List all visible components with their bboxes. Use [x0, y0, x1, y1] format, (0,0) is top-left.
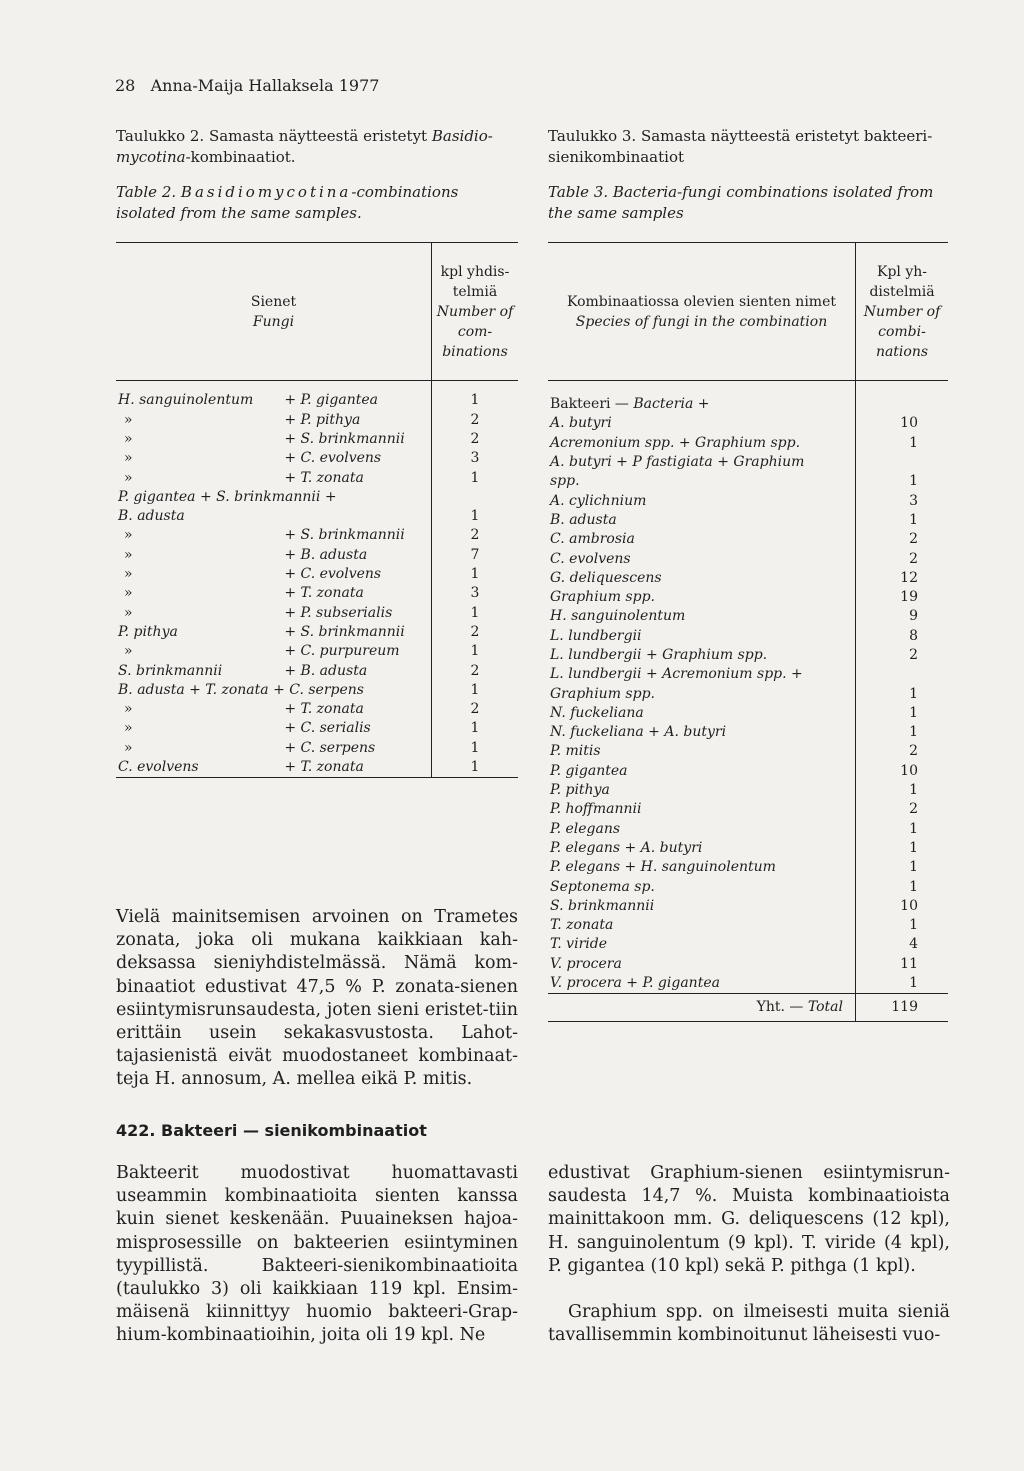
table3-cell-count: 10	[856, 897, 949, 916]
table2-row	[116, 526, 518, 545]
table3-row	[548, 684, 948, 703]
table3-row	[548, 607, 948, 626]
table2-cell-count: 1	[432, 565, 519, 584]
table2-cell-count: 1	[432, 758, 519, 778]
table3-cell-count: 8	[856, 627, 949, 646]
table2-cell-fungus-a: B. adusta	[118, 508, 185, 525]
table2-cell-fungus-a: H. sanguinolentum	[118, 392, 254, 409]
table3-row	[548, 877, 948, 896]
table3-cell-species: P. mitis	[550, 743, 601, 760]
table2-cell-fungus-a: C. evolvens	[118, 758, 199, 775]
table2-cell-fungus-b: + T. zonata	[284, 701, 364, 718]
table3-row	[548, 665, 948, 684]
table3-cell-species: L. lundbergii + Acremonium spp. +	[550, 666, 803, 683]
table2-row	[116, 603, 518, 622]
table2-cell-fungus-b: + B. adusta	[284, 662, 368, 679]
table3-cell-species: T. viride	[550, 936, 607, 953]
table2-caption-en: Table 2. Basidiomycotina-combinations isolated from the same samples.	[116, 183, 459, 222]
table3-cell-count: 1	[856, 839, 949, 858]
table3-row	[548, 723, 948, 742]
table2-row	[116, 642, 518, 661]
table2-cell-fungus-b: + T. zonata	[284, 758, 364, 775]
table3-row	[548, 704, 948, 723]
table3-row	[548, 627, 948, 646]
table3-row	[548, 742, 948, 761]
table2-row	[116, 719, 518, 738]
table2-cell-fungus-a: »	[124, 430, 133, 447]
table2-cell-fungus-b: + C. serpens	[284, 739, 376, 756]
table2-cell-count: 1	[432, 507, 519, 526]
table2	[116, 242, 518, 778]
table3-cell-species: S. brinkmannii	[550, 897, 655, 914]
table2-cell-fungus-b: + C. evolvens	[284, 566, 382, 583]
table2-row	[116, 758, 518, 778]
table3-cell-species: A. butyri + P fastigiata + Graphium	[550, 454, 805, 471]
table2-row	[116, 449, 518, 468]
table3-row	[548, 781, 948, 800]
table3-row	[548, 858, 948, 877]
table3-row	[548, 549, 948, 568]
table3-cell-count: 1	[856, 820, 949, 839]
table2-row	[116, 661, 518, 680]
table3-cell-species: T. zonata	[550, 917, 614, 934]
table3-cell-species: A. butyri	[550, 415, 612, 432]
table3-cell-species: Graphium spp.	[550, 589, 655, 606]
table3-cell-count: 1	[856, 704, 949, 723]
table2-cell-fungus-b: + C. serialis	[284, 720, 371, 737]
table2-row	[116, 623, 518, 642]
table3-cell-species: P. elegans + H. sanguinolentum	[550, 859, 776, 876]
table2-row	[116, 546, 518, 565]
table2-cell-fungus-a: »	[124, 701, 133, 718]
table3-cell-count: 2	[856, 742, 949, 761]
table2-cell-count: 1	[432, 381, 519, 411]
table2-row	[116, 584, 518, 603]
table3-cell-count: 1	[856, 511, 949, 530]
running-header	[115, 76, 379, 95]
table3-cell-species: Acremonium spp. + Graphium spp.	[550, 434, 801, 451]
table3-total-value: 119	[856, 994, 949, 1022]
table3-cell-species: L. lundbergii + Graphium spp.	[550, 647, 768, 663]
table2-cell-fungus-b: + B. adusta	[284, 546, 368, 563]
table2-row	[116, 507, 518, 526]
table3-row	[548, 491, 948, 510]
table3-cell-count: 2	[856, 800, 949, 819]
table3-cell-count: 3	[856, 491, 949, 510]
section-title: 422. Bakteeri — sienikombinaatiot	[116, 1121, 427, 1140]
table2-row	[116, 468, 518, 487]
table2-cell-fungus-a: S. brinkmannii	[118, 662, 223, 679]
table3-row	[548, 530, 948, 549]
table2-cell-fungus-b: + S. brinkmannii	[284, 430, 405, 447]
table2-cell-fungus-b: + S. brinkmannii	[284, 623, 405, 640]
table3-cell-count: 12	[856, 569, 949, 588]
body-right-paragraph: edustivat Graphium-sienen esiintymisrun-saudesta 14,7 %. Muista kombinaatioista mainittakoon mm. G. deliquescens (12 kpl), H. sanguinolentum (9 kpl). T. viride (4 kpl), P. gigantea (10 kpl) sekä P. pithga (1 kpl).	[548, 1163, 950, 1276]
table2-cell-fungus-b: + C. purpureum	[284, 643, 400, 660]
body-right-paragraph-2: Graphium spp. on ilmeisesti muita sieniä tavallisemmin kombinoitunut läheisesti vuo-	[548, 1302, 950, 1346]
body-left-paragraph-1: Vielä mainitsemisen arvoinen on Trametes zonata, joka oli mukana kaikkiaan kah-deksassa sieniyhdistelmässä. Nämä kom-binaatiot edustivat 47,5 % P. zonata-sienen esiintymisrunsaudesta, joten sieni eristet-tiin erittäin usein sekakasvustosta. Lahot-tajasienistä eivät muodostaneet kombinaat-teja H. annosum, A. mellea eikä P. mitis.	[116, 907, 518, 1090]
table3-col1-header: Kombinaatiossa olevien sienten nimet Species of fungi in the combination	[548, 243, 856, 381]
table3-cell-species: V. procera + P. gigantea	[550, 975, 720, 992]
table2-cell-count: 1	[432, 739, 519, 758]
table2-cell-count: 1	[432, 681, 519, 700]
table3-cell-species: P. elegans	[550, 820, 621, 837]
table3-cell-count: 4	[856, 935, 949, 954]
table3-cell-species: H. sanguinolentum	[550, 608, 686, 625]
table2-col2-header: kpl yhdis-telmiä Number of com-binations	[432, 243, 519, 381]
table3-cell-species: V. procera	[550, 955, 622, 972]
table2-cell-fungus-a: »	[124, 566, 133, 583]
table3-cell-count: 1	[856, 916, 949, 935]
table2-cell-fungus-b: + C. evolvens	[284, 450, 382, 467]
table2-col1-header: Sienet Fungi	[116, 243, 432, 381]
body-left-paragraph-2: Bakteerit muodostivat huomattavasti useammin kombinaatioita sienten kanssa kuin sienet keskenään. Puuaineksen hajoa-misprosessille on bakteerien esiintyminen tyypillistä. Bakteeri-sienikombinaatioita (taulukko 3) oli kaikkiaan 119 kpl. Ensim-mäisenä kiinnittyy huomio bakteeri-Grap-hium-kombinaatioihin, joita oli 19 kpl. Ne	[116, 1163, 518, 1346]
table3-cell-count: 1	[856, 472, 949, 491]
table3-row	[548, 453, 948, 472]
table2-row	[116, 700, 518, 719]
table3-cell-species: N. fuckeliana	[550, 704, 644, 721]
table2-cell-count: 2	[432, 623, 519, 642]
table3-row	[548, 955, 948, 974]
table2-cell-fungus-a: »	[124, 469, 133, 486]
table2-row	[116, 488, 518, 507]
table2-cell-fungus-a: »	[124, 720, 133, 737]
table3-row	[548, 569, 948, 588]
table3-row	[548, 839, 948, 858]
table3-cell-species: P. pithya	[550, 782, 610, 799]
table2-cell-count: 2	[432, 700, 519, 719]
table2-cell-fungus-a: »	[124, 604, 133, 621]
table2-cell-fungus-a: B. adusta + T. zonata + C. serpens	[118, 681, 364, 698]
table3-cell-count	[856, 453, 949, 472]
table2-cell-fungus-b: + T. zonata	[284, 469, 364, 486]
table2-row	[116, 411, 518, 430]
table3-cell-count: 11	[856, 955, 949, 974]
table3-cell-species: Graphium spp.	[550, 685, 655, 702]
table3-cell-species: N. fuckeliana + A. butyri	[550, 724, 727, 741]
table3-row	[548, 974, 948, 994]
table2-caption-fi: Taulukko 2. Samasta näytteestä eristetyt Basidio-mycotina-kombinaatiot.	[116, 127, 493, 166]
table3-col2-header: Kpl yh-distelmiä Number of combi-nations	[856, 243, 949, 381]
table2-cell-count: 2	[432, 526, 519, 545]
table3-cell-count: 19	[856, 588, 949, 607]
table3-row	[548, 800, 948, 819]
table2-cell-fungus-b: + P. gigantea	[284, 392, 378, 409]
table3-cell-count: 2	[856, 549, 949, 568]
table2-cell-fungus-a: »	[124, 411, 133, 428]
table2-cell-count: 3	[432, 584, 519, 603]
table2-row	[116, 739, 518, 758]
table2-cell-fungus-a: »	[124, 585, 133, 602]
table2-cell-fungus-a: »	[124, 450, 133, 467]
table3-caption-fi: Taulukko 3. Samasta näytteestä eristetyt bakteeri-sienikombinaatiot	[548, 127, 933, 166]
table3-row	[548, 434, 948, 453]
table3-cell-species: spp.	[550, 473, 580, 490]
table2-row	[116, 430, 518, 449]
table2-cell-count: 3	[432, 449, 519, 468]
table3-row	[548, 646, 948, 665]
table2-cell-fungus-a: »	[124, 527, 133, 544]
table2-cell-count: 7	[432, 546, 519, 565]
table2-cell-count: 2	[432, 411, 519, 430]
table2-row	[116, 681, 518, 700]
table3-cell-species: P. gigantea	[550, 762, 628, 779]
table3-cell-species: G. deliquescens	[550, 569, 662, 586]
table3-total-row: Yht. — Total 119	[548, 994, 948, 1022]
table3-cell-count: 1	[856, 684, 949, 703]
table3-cell-species: L. lundbergii	[550, 627, 642, 644]
table3-row	[548, 916, 948, 935]
table3-row	[548, 935, 948, 954]
table3-row	[548, 762, 948, 781]
table3-caption-en: Table 3. Bacteria-fungi combinations isolated from the same samples	[548, 183, 934, 222]
table2-cell-fungus-a: »	[124, 739, 133, 756]
table2-cell-fungus-b: + T. zonata	[284, 585, 364, 602]
table2-cell-count: 1	[432, 642, 519, 661]
table3-first-row: Bakteeri — Bacteria +	[548, 381, 948, 415]
table3-cell-count: 9	[856, 607, 949, 626]
table3-cell-species: B. adusta	[550, 511, 617, 528]
table2-cell-fungus-b: + P. pithya	[284, 411, 361, 428]
table3-cell-species: P. hoffmannii	[550, 801, 642, 818]
table3-cell-count: 2	[856, 530, 949, 549]
table3-row	[548, 414, 948, 433]
table3-cell-count: 1	[856, 877, 949, 896]
table3-cell-count: 1	[856, 974, 949, 994]
table2-cell-count	[432, 488, 519, 507]
table3	[548, 242, 948, 1022]
table3-cell-count: 1	[856, 781, 949, 800]
table2-cell-fungus-a: »	[124, 643, 133, 660]
table2-cell-count: 1	[432, 603, 519, 622]
table3-row	[548, 472, 948, 491]
table2-cell-fungus-b: + S. brinkmannii	[284, 527, 405, 544]
table2-cell-fungus-a: »	[124, 546, 133, 563]
running-author: Anna-Maija Hallaksela 1977	[150, 76, 380, 95]
table3-cell-count: 2	[856, 646, 949, 665]
table3-cell-count: 10	[856, 414, 949, 433]
table3-cell-count: 10	[856, 762, 949, 781]
table3-cell-count: 1	[856, 434, 949, 453]
table3-cell-species: P. elegans + A. butyri	[550, 839, 703, 856]
table3-row	[548, 588, 948, 607]
table3-cell-species: C. ambrosia	[550, 531, 635, 548]
page-number: 28	[115, 76, 136, 95]
table3-row	[548, 511, 948, 530]
table2-cell-count: 2	[432, 430, 519, 449]
table2-cell-fungus-a: P. pithya	[118, 623, 178, 640]
table2-cell-count: 1	[432, 468, 519, 487]
table2-cell-fungus-b: + P. subserialis	[284, 604, 393, 621]
table3-cell-count: 1	[856, 723, 949, 742]
table2-cell-count: 1	[432, 719, 519, 738]
table2-cell-fungus-a: P. gigantea + S. brinkmannii +	[118, 488, 337, 505]
table3-row	[548, 820, 948, 839]
table3-cell-species: A. cylichnium	[550, 492, 647, 509]
table3-row	[548, 897, 948, 916]
table2-cell-count: 2	[432, 661, 519, 680]
table3-cell-count: 1	[856, 858, 949, 877]
table3-cell-species: Septonema sp.	[550, 878, 655, 895]
table2-row	[116, 381, 518, 411]
table3-cell-count	[856, 665, 949, 684]
table3-cell-species: C. evolvens	[550, 550, 631, 567]
table2-row	[116, 565, 518, 584]
